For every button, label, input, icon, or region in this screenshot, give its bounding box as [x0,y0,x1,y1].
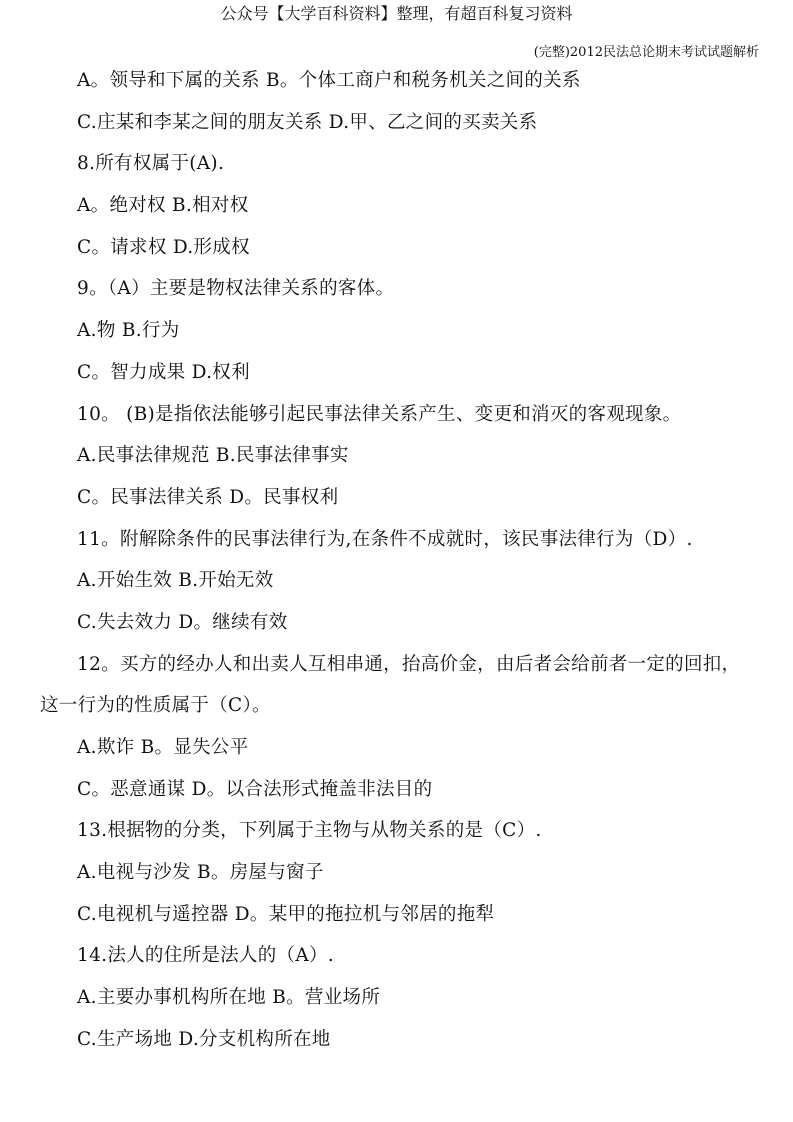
question-line: 14.法人的住所是法人的（A）. [77,945,334,967]
header-source-note: 公众号【大学百科资料】整理，有超百科复习资料 [220,4,573,23]
option-line: A.民事法律规范 B.民事法律事实 [77,445,349,467]
question-line: 11。附解除条件的民事法律行为,在条件不成就时，该民事法律行为（D）. [77,528,693,550]
option-line: A.物 B.行为 [77,320,180,342]
option-line: C。民事法律关系 D。民事权利 [77,486,339,508]
question-line: 9。（A）主要是物权法律关系的客体。 [77,278,395,300]
option-line: C。恶意通谋 D。以合法形式掩盖非法目的 [77,778,433,800]
option-line: C.失去效力 D。继续有效 [77,611,288,633]
question-line: 10。 (B)是指依法能够引起民事法律关系产生、变更和消灭的客观现象。 [77,403,682,425]
text-line: A。领导和下属的关系 B。个体工商户和税务机关之间的关系 [77,70,581,91]
option-line: C。请求权 D.形成权 [77,236,250,258]
option-line: C.电视机与遥控器 D。某甲的拖拉机与邻居的拖犁 [77,903,495,925]
question-line: 8.所有权属于(A). [77,153,225,175]
question-line-continuation: 这一行为的性质属于（C）。 [40,695,271,717]
option-line: C.生产场地 D.分支机构所在地 [77,1028,331,1050]
option-line: C。智力成果 D.权利 [77,361,250,383]
option-line: A。绝对权 B.相对权 [77,195,249,217]
option-line: A.主要办事机构所在地 B。营业场所 [77,987,381,1009]
option-line: A.电视与沙发 B。房屋与窗子 [77,862,324,884]
question-line: 12。买方的经办人和出卖人互相串通，抬高价金，由后者会给前者一定的回扣， [77,653,741,675]
question-line: 13.根据物的分类，下列属于主物与从物关系的是（C）. [77,820,542,842]
document-body [40,60,760,1061]
option-line: A.欺诈 B。显失公平 [77,737,249,758]
document-title: (完整)2012民法总论期末考试试题解析 [533,45,759,60]
option-line: A.开始生效 B.开始无效 [77,570,274,592]
text-line: C.庄某和李某之间的朋友关系 D.甲、乙之间的买卖关系 [77,111,538,133]
